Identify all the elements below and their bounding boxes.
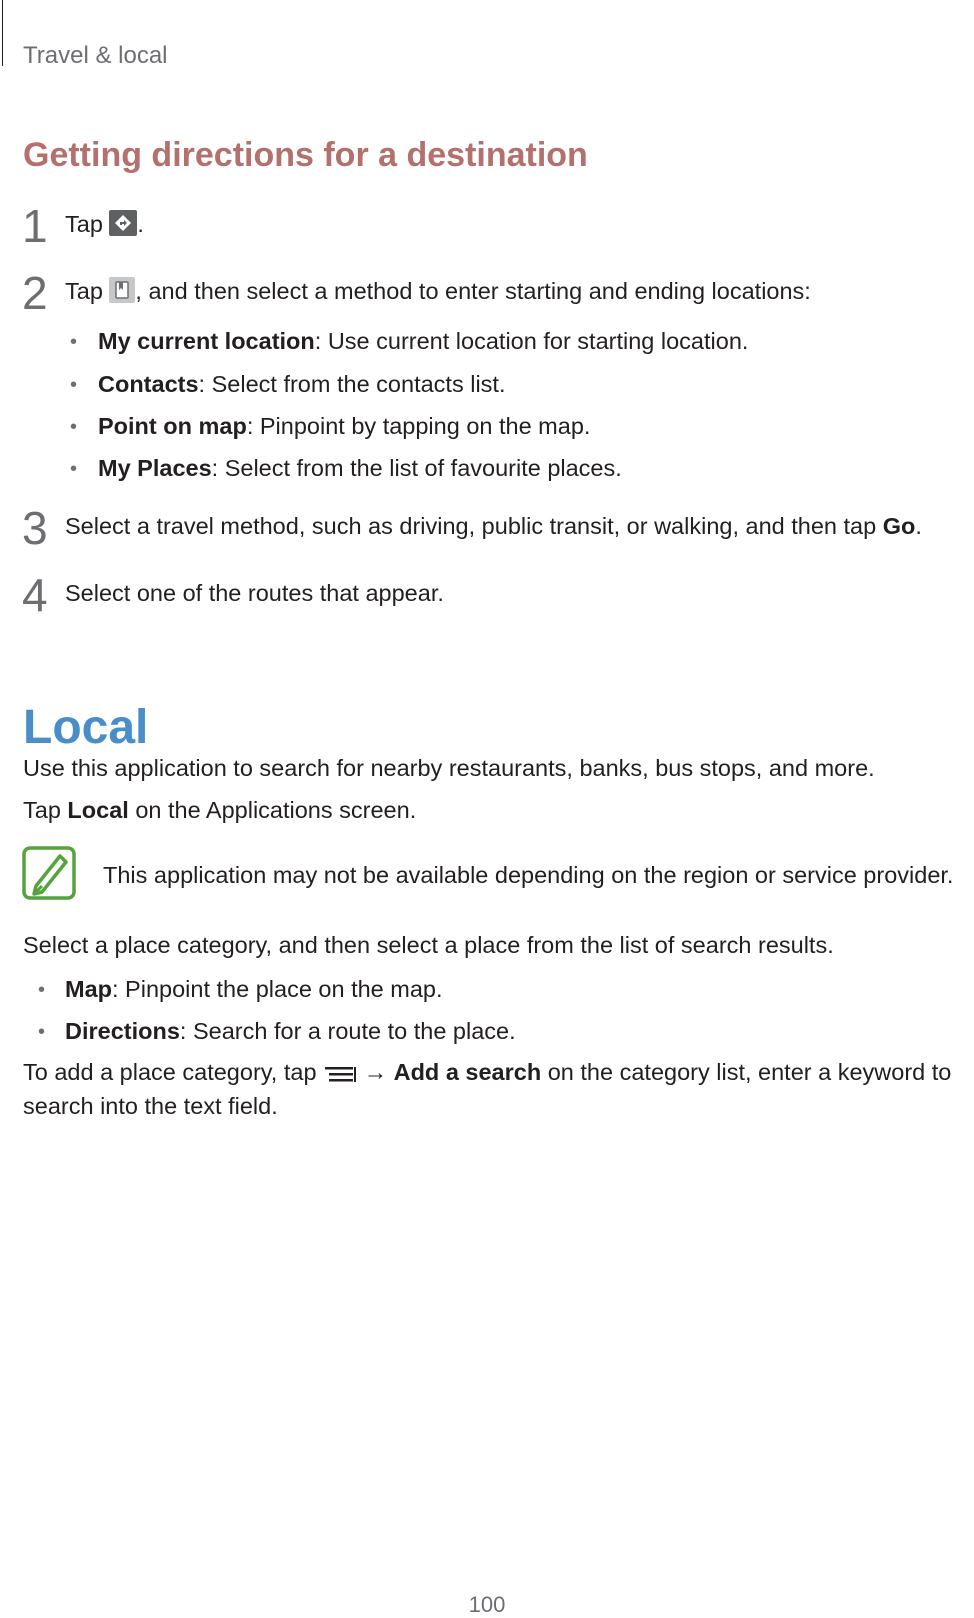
- section-title: Getting directions for a destination: [23, 136, 588, 174]
- add-category-text-line2: search into the text field.: [23, 1093, 278, 1119]
- add-after: on the category list, enter a keyword to: [541, 1059, 952, 1085]
- chapter-title: Local: [23, 701, 149, 754]
- step-text: [65, 277, 811, 309]
- step-number: 4: [22, 569, 48, 621]
- step-text-before: Tap: [65, 211, 110, 237]
- add-category-text: [23, 1058, 951, 1090]
- step-text: [65, 512, 922, 540]
- tap-before: Tap: [23, 797, 68, 823]
- item-desc: : Select from the list of favourite places.: [211, 455, 622, 481]
- item-desc: : Pinpoint by tapping on the map.: [246, 413, 591, 439]
- step-text-after: , and then select a method to enter starting and ending locations:: [135, 278, 811, 304]
- menu-icon: [323, 1062, 357, 1090]
- running-header: Travel & local: [23, 42, 168, 69]
- item-desc: : Pinpoint the place on the map.: [112, 976, 443, 1002]
- item-label: Map: [65, 976, 112, 1002]
- step-number: 3: [22, 502, 48, 554]
- item-label: Point on map: [98, 413, 247, 439]
- note-icon: [22, 846, 76, 905]
- tap-bold: Local: [67, 797, 129, 823]
- bullet: •: [38, 979, 46, 1001]
- step-text-bold: Go: [882, 513, 916, 539]
- select-text: Select a place category, and then select a place from the list of search results.: [23, 932, 834, 958]
- intro-text: Use this application to search for nearby restaurants, banks, bus stops, and more.: [23, 755, 875, 781]
- bullet: •: [70, 374, 78, 396]
- header-rule: [2, 0, 3, 66]
- bullet: •: [70, 416, 78, 438]
- step-text-before: Tap: [65, 278, 110, 304]
- list-item: [65, 1017, 516, 1045]
- add-bold: Add a search: [393, 1059, 542, 1085]
- item-desc: : Select from the contacts list.: [198, 371, 506, 397]
- add-before: To add a place category, tap: [23, 1059, 324, 1085]
- item-label: My Places: [98, 455, 212, 481]
- item-desc: : Search for a route to the place.: [179, 1018, 516, 1044]
- note-text: This application may not be available depending on the region or service provider.: [103, 862, 954, 888]
- list-item: [98, 412, 590, 440]
- bullet: •: [38, 1021, 46, 1043]
- list-item: [98, 327, 748, 355]
- list-item: [98, 370, 505, 398]
- step-text-after: .: [915, 513, 922, 539]
- step-number: 1: [22, 200, 48, 252]
- step-text: Select one of the routes that appear.: [65, 580, 444, 606]
- step-text-after: .: [137, 211, 144, 237]
- tap-after: on the Applications screen.: [128, 797, 417, 823]
- item-desc: : Use current location for starting location.: [314, 328, 749, 354]
- tap-instruction: [23, 796, 416, 824]
- step-text-before: Select a travel method, such as driving, public transit, or walking, and then tap: [65, 513, 883, 539]
- list-item: [65, 975, 443, 1003]
- item-label: My current location: [98, 328, 315, 354]
- directions-icon: [109, 210, 137, 242]
- my-places-icon: [109, 277, 135, 309]
- add-arrow: →: [357, 1059, 394, 1085]
- item-label: Directions: [65, 1018, 180, 1044]
- item-label: Contacts: [98, 371, 199, 397]
- list-item: [98, 454, 622, 482]
- step-text: [65, 210, 144, 242]
- bullet: •: [70, 331, 78, 353]
- step-number: 2: [22, 267, 48, 319]
- page-number: 100: [468, 1592, 506, 1617]
- bullet: •: [70, 458, 78, 480]
